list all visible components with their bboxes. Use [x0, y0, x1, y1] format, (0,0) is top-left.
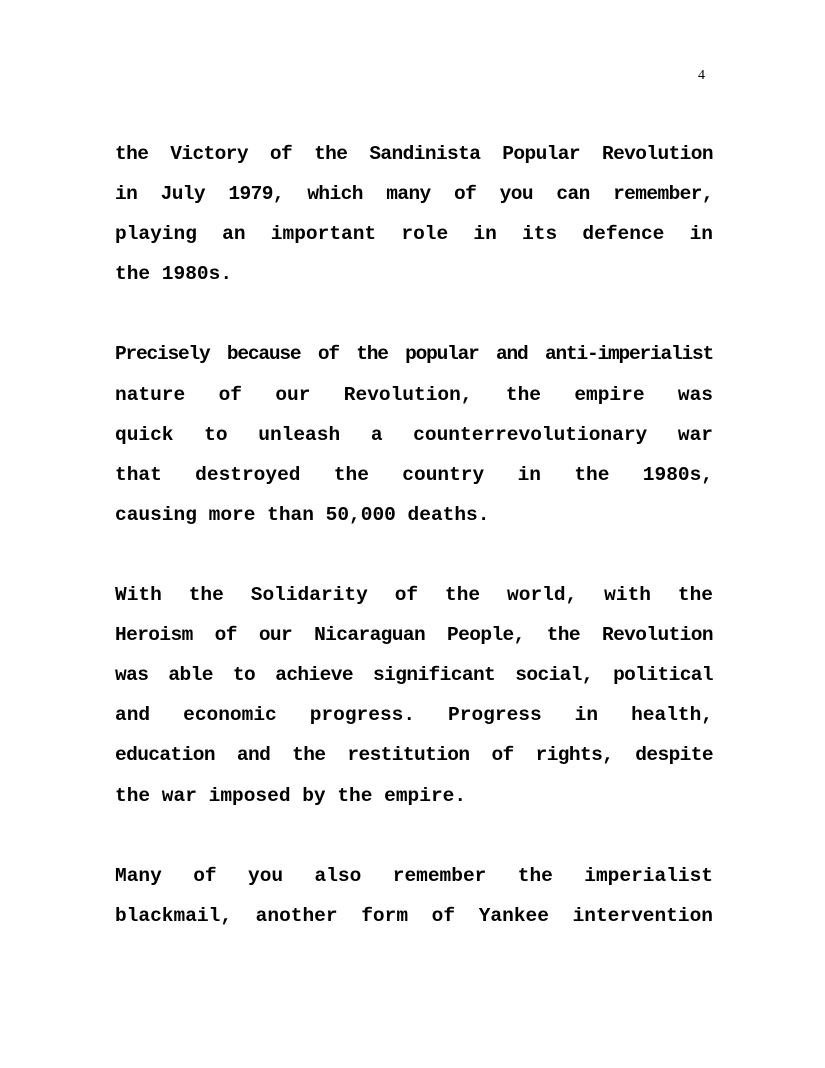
paragraph-1: [115, 134, 713, 294]
text-line: was able to achieve significant social, political: [115, 664, 713, 687]
text-line: Precisely because of the popular and anti-imperialist: [115, 343, 713, 366]
text-line: nature of our Revolution, the empire was: [115, 383, 713, 406]
paragraph-2: [115, 334, 713, 534]
text-line: in July 1979, which many of you can remember,: [115, 183, 713, 206]
text-line: Many of you also remember the imperialist: [115, 864, 713, 887]
text-line: causing more than 50,000 deaths.: [115, 503, 490, 526]
text-line: education and the restitution of rights, despite: [115, 744, 713, 767]
paragraph-4: [115, 856, 713, 936]
page-number: 4: [698, 68, 705, 83]
text-line: the 1980s.: [115, 263, 233, 286]
text-line: and economic progress. Progress in health,: [115, 704, 713, 727]
text-line: quick to unleash a counterrevolutionary war: [115, 423, 713, 446]
text-line: playing an important role in its defence in: [115, 223, 713, 246]
paragraph-3: [115, 575, 713, 816]
text-line: that destroyed the country in the 1980s,: [115, 463, 713, 486]
text-line: the Victory of the Sandinista Popular Revolution: [115, 143, 713, 165]
text-line: With the Solidarity of the world, with the: [115, 584, 713, 607]
text-line: the war imposed by the empire.: [115, 784, 467, 807]
text-line: blackmail, another form of Yankee intervention: [115, 904, 713, 927]
document-body: [115, 134, 713, 976]
text-line: Heroism of our Nicaraguan People, the Revolution: [115, 624, 713, 647]
